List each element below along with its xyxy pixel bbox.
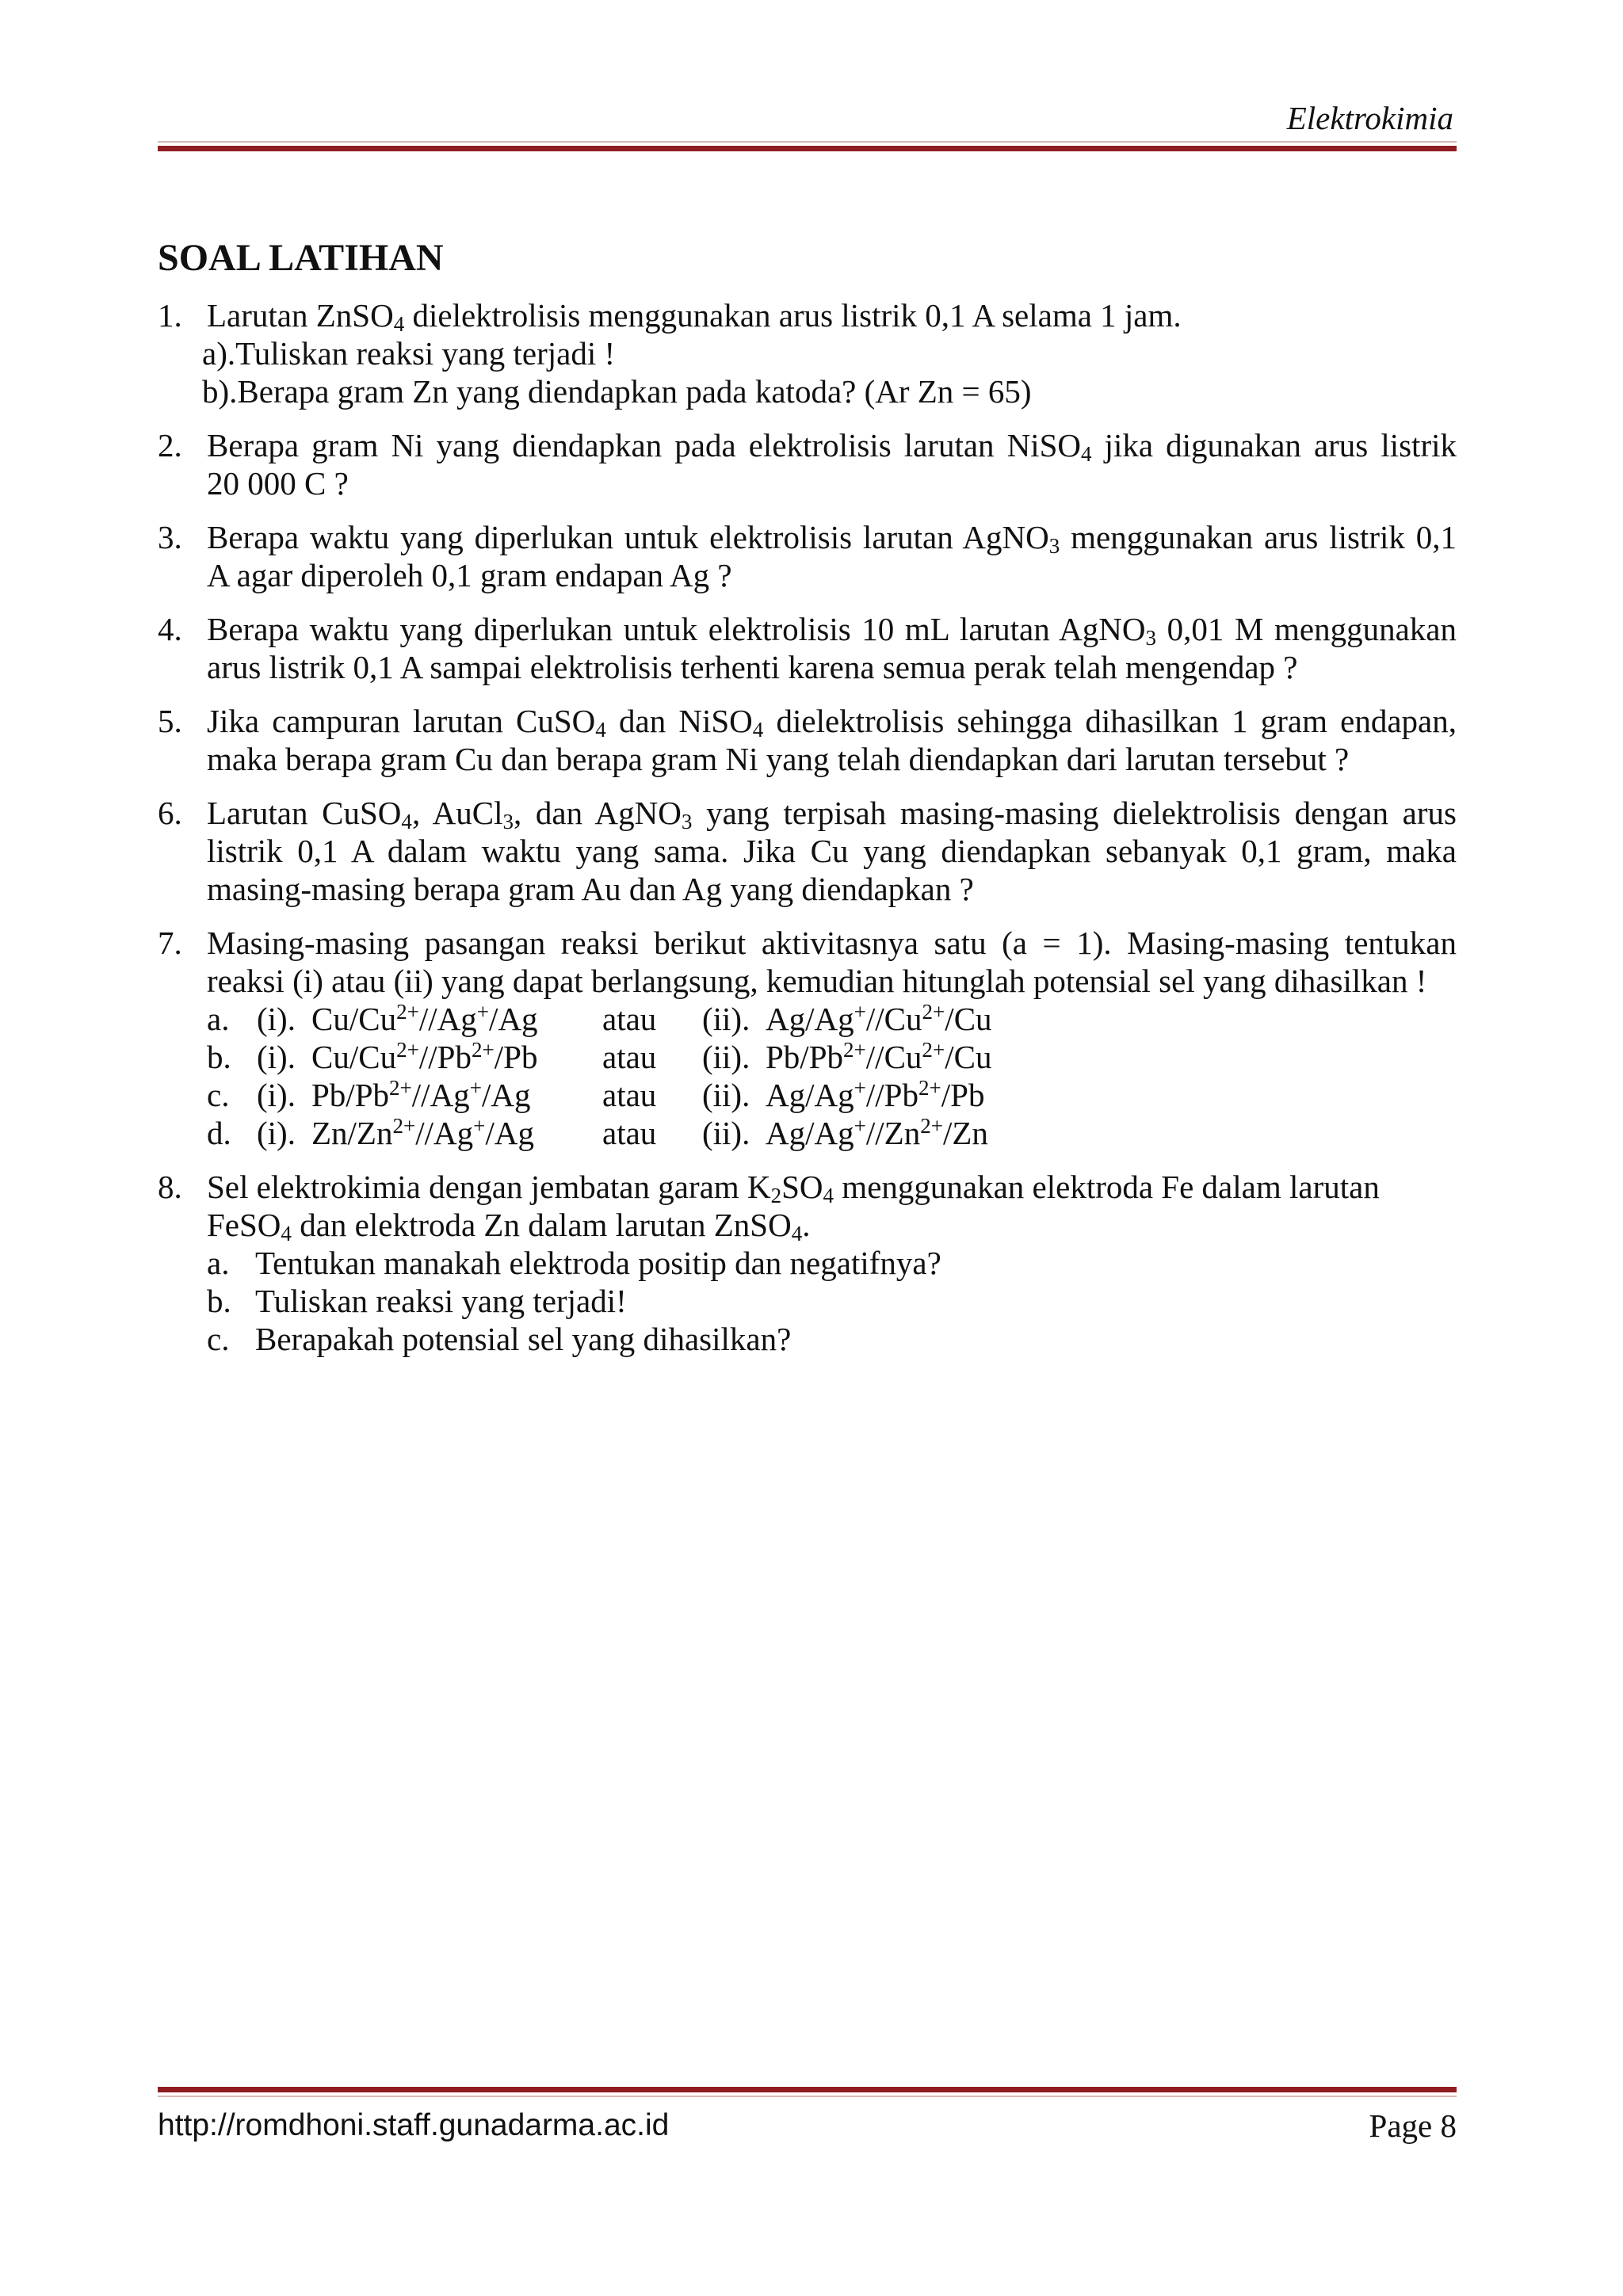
sub-question-text: Tentukan manakah elektroda positip dan negatifnya? [255,1245,941,1281]
text-run: , AuCl [411,795,503,831]
sub-question-text: Tuliskan reaksi yang terjadi! [255,1283,627,1319]
question-line [207,1206,1457,1244]
text-run: Berapa waktu yang diperlukan untuk elektrolisis larutan AgNO [207,519,1049,555]
question-2 [158,426,1457,502]
or-word: atau [602,1115,657,1151]
pair-letter: d. [207,1115,231,1151]
text-run: /Pb [941,1077,985,1113]
text-run: //Cu [865,1001,922,1037]
text-run: //Zn [865,1115,921,1151]
option-ii-label: (ii). [702,1077,750,1113]
superscript: 2+ [396,1037,419,1062]
text-run: Berapa waktu yang diperlukan untuk elektrolisis 10 mL larutan AgNO [207,611,1146,647]
text-run: //Ag [411,1077,470,1113]
question-4 [158,610,1457,686]
text-run: dielektrolisis menggunakan arus listrik 0,1 A selama 1 jam. [404,297,1182,334]
text-run: . [802,1207,811,1243]
sub-question [207,1320,1457,1358]
or-word: atau [602,1001,657,1037]
text-run: Pb/Pb [311,1077,389,1113]
text-run: , dan AgNO [514,795,682,831]
question-number: 4. [158,611,182,647]
option-ii-label: (ii). [702,1039,750,1075]
question-line [207,870,1457,908]
question-list [158,296,1457,1374]
text-run: jika digunakan arus listrik [1091,427,1457,463]
option-ii-cell-notation [766,1076,1457,1114]
question-7 [158,924,1457,1152]
sub-question-letter: b. [207,1283,231,1319]
option-i-cell-notation [311,1000,602,1038]
question-part: b).Berapa gram Zn yang diendapkan pada katoda? (Ar Zn = 65) [202,373,1032,410]
option-ii-cell-notation [766,1038,1457,1076]
text-run: SO [781,1169,823,1205]
sub-question-text: Berapakah potensial sel yang dihasilkan? [255,1321,792,1357]
text-run: /Pb [494,1039,538,1075]
reaction-pair-row [207,1076,1457,1114]
header-rule-thick [158,146,1457,151]
text-run: Ag/Ag [766,1077,854,1113]
text-run: /Cu [945,1001,992,1037]
subscript: 4 [791,1221,803,1245]
text-run: yang terpisah masing-masing dielektrolisis dengan arus [692,795,1457,831]
option-i-label: (i). [257,1115,296,1151]
question-number: 1. [158,297,182,334]
text-run: Jika campuran larutan CuSO [207,703,596,739]
text-run: dan NiSO [605,703,753,739]
superscript: 2+ [389,1075,412,1100]
question-3 [158,518,1457,594]
footer-rule-thin [158,2096,1457,2097]
question-line [207,832,1457,870]
text-run: Masing-masing pasangan reaksi berikut aktivitasnya satu (a = 1). Masing-masing tentukan [207,925,1457,961]
superscript: 2+ [918,1075,941,1100]
question-line [207,794,1457,832]
subscript: 4 [1081,441,1092,466]
option-i-label: (i). [257,1077,296,1113]
option-i-label: (i). [257,1001,296,1037]
running-header-title: Elektrokimia [1286,100,1453,136]
sub-question-letter: a. [207,1245,230,1281]
text-run: Cu/Cu [311,1001,397,1037]
option-i-cell-notation [311,1038,602,1076]
text-run: 0,01 M menggunakan [1155,611,1457,647]
text-run: A agar diperoleh 0,1 gram endapan Ag ? [207,557,732,593]
pair-letter: a. [207,1001,230,1037]
option-ii-cell-notation [766,1000,1457,1038]
text-run: /Zn [942,1115,988,1151]
text-run: /Ag [481,1077,531,1113]
question-line [207,464,1457,502]
question-line [207,556,1457,594]
page-number: Page 8 [1369,2107,1457,2144]
superscript: 2+ [922,1037,945,1062]
superscript: 2+ [396,999,419,1024]
text-run: //Ag [418,1001,477,1037]
superscript: 2+ [392,1113,416,1138]
question-6 [158,794,1457,908]
superscript: 2+ [920,1113,943,1138]
subscript: 4 [281,1221,292,1245]
subscript: 4 [595,717,606,742]
reaction-pair-row [207,1000,1457,1038]
or-word: atau [602,1039,657,1075]
text-run: listrik 0,1 A dalam waktu yang sama. Jika Cu yang diendapkan sebanyak 0,1 gram, maka [207,833,1457,869]
option-i-label: (i). [257,1039,296,1075]
question-line [207,924,1457,962]
text-run: FeSO [207,1207,281,1243]
text-run: /Cu [945,1039,992,1075]
option-ii-label: (ii). [702,1115,750,1151]
text-run: /Ag [485,1115,534,1151]
option-ii-cell-notation [766,1114,1457,1152]
footer-rule-thick [158,2087,1457,2092]
subscript: 4 [752,717,764,742]
sub-question [207,1282,1457,1320]
superscript: + [473,1113,486,1138]
text-run: //Pb [418,1039,472,1075]
superscript: 2+ [843,1037,866,1062]
superscript: + [469,1075,482,1100]
text-run: Larutan ZnSO [207,297,394,334]
question-number: 6. [158,795,182,831]
question-line [207,962,1457,1000]
text-run: Larutan CuSO [207,795,402,831]
text-run: Ag/Ag [766,1001,854,1037]
question-number: 3. [158,519,182,555]
question-number: 5. [158,703,182,739]
text-run: masing-masing berapa gram Au dan Ag yang diendapkan ? [207,871,974,907]
subscript: 4 [393,311,405,336]
superscript: 2+ [471,1037,495,1062]
text-run: Ag/Ag [766,1115,854,1151]
question-number: 7. [158,925,182,961]
option-ii-label: (ii). [702,1001,750,1037]
subscript: 3 [1145,625,1156,650]
question-number: 8. [158,1169,182,1205]
superscript: 2+ [922,999,945,1024]
subscript: 4 [401,809,412,833]
question-line [207,702,1457,740]
question-line [207,610,1457,648]
text-run: menggunakan arus listrik 0,1 [1060,519,1457,555]
question-part: a).Tuliskan reaksi yang terjadi ! [202,335,616,372]
question-number: 2. [158,427,182,463]
text-run: arus listrik 0,1 A sampai elektrolisis terhenti karena semua perak telah mengendap ? [207,649,1298,685]
subscript: 3 [1048,533,1060,558]
question-line [207,296,1457,334]
text-run: reaksi (i) atau (ii) yang dapat berlangsung, kemudian hitunglah potensial sel yang dihasilkan ! [207,963,1427,999]
superscript: + [854,999,866,1024]
superscript: + [854,1075,866,1100]
text-run: //Cu [865,1039,922,1075]
text-run: 20 000 C ? [207,465,349,502]
text-run: dielektrolisis sehingga dihasilkan 1 gram endapan, [763,703,1457,739]
reaction-pair-row [207,1114,1457,1152]
subscript: 2 [770,1183,782,1207]
pair-letter: c. [207,1077,230,1113]
question-8 [158,1168,1457,1358]
question-line [207,740,1457,778]
subscript: 4 [823,1183,834,1207]
section-title: SOAL LATIHAN [158,237,444,279]
question-line [207,518,1457,556]
text-run: Pb/Pb [766,1039,843,1075]
sub-question-letter: c. [207,1321,230,1357]
text-run: Sel elektrokimia dengan jembatan garam K [207,1169,771,1205]
sub-question [207,1244,1457,1282]
pair-letter: b. [207,1039,231,1075]
subscript: 3 [681,809,693,833]
option-i-cell-notation [311,1076,602,1114]
text-run: dan elektroda Zn dalam larutan ZnSO [291,1207,792,1243]
text-run: Zn/Zn [311,1115,393,1151]
option-i-cell-notation [311,1114,602,1152]
superscript: + [476,999,490,1024]
question-line [207,648,1457,686]
text-run: //Ag [415,1115,474,1151]
header-rule-thin [158,141,1457,143]
text-run: /Ag [489,1001,538,1037]
subscript: 3 [502,809,514,833]
text-run: menggunakan elektroda Fe dalam larutan [834,1169,1380,1205]
text-run: Berapa gram Ni yang diendapkan pada elektrolisis larutan NiSO [207,427,1081,463]
reaction-pair-row [207,1038,1457,1076]
superscript: + [854,1113,866,1138]
or-word: atau [602,1077,657,1113]
text-run: //Pb [865,1077,918,1113]
footer-url: http://romdhoni.staff.gunadarma.ac.id [158,2108,670,2142]
question-line [207,426,1457,464]
text-run: maka berapa gram Cu dan berapa gram Ni yang telah diendapkan dari larutan tersebut ? [207,741,1350,777]
question-1 [158,296,1457,410]
question-5 [158,702,1457,778]
question-line [207,1168,1457,1206]
text-run: Cu/Cu [311,1039,397,1075]
